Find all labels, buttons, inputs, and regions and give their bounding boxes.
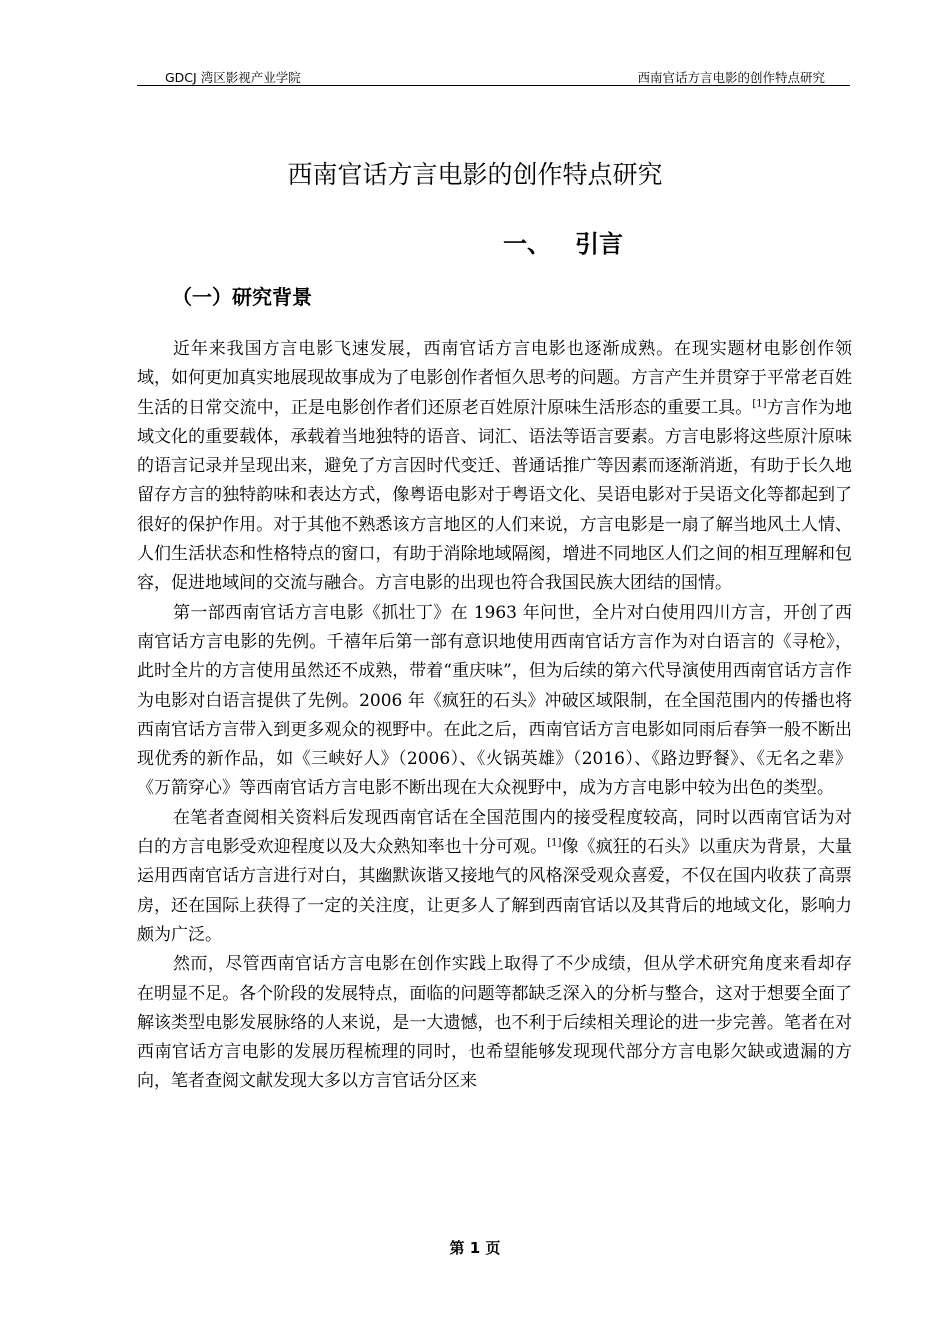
paragraph-4 (137, 950, 852, 1096)
header-rule (137, 85, 850, 86)
paragraph-3 (137, 804, 852, 950)
citation-ref: [1] (752, 397, 767, 409)
paragraph-1-text-a: 近年来我国方言电影飞速发展，西南官话方言电影也逐渐成熟。在现实题材电影创作领域，如何更加真实地展现故事成为了电影创作者恒久思考的问题。方言产生并贯穿于平常老百姓生活的日常交流中，正是电影创作者们还原老百姓原汁原味生活形态的重要工具。 (137, 339, 852, 418)
section-heading (503, 224, 623, 259)
paragraph-1 (137, 335, 852, 599)
section-title: 引言 (575, 230, 623, 258)
page-header (137, 68, 850, 86)
citation-ref: [1] (547, 837, 562, 849)
paragraph-3-text-a: 在笔者查阅相关资料后发现西南官话在全国范围内的接受程度较高，同时以西南官话为对白的方言电影受欢迎程度以及大众熟知率也十分可观。 (137, 807, 852, 858)
paragraph-2 (137, 599, 852, 804)
section-number: 一、 (503, 230, 551, 258)
page-number: 第 1 页 (449, 1239, 501, 1257)
paragraph-2-text: 第一部西南官话方言电影《抓壮丁》在 1963 年问世，全片对白使用四川方言，开创了西南官话方言电影的先例。千禧年后第一部有意识地使用西南官话方言作为对白语言的《寻枪》，此时全片的方言使用虽然还不成熟，带着“重庆味”，但为后续的第六代导演使用西南官话方言作为电影对白语言提供了先例。2006 年《疯狂的石头》冲破区域限制，在全国范围内的传播也将西南官话方言带入到更多观众的视野中。在此之后，西南官话方言电影如同雨后春笋一般不断出现优秀的新作品，如《三峡好人》（2006）、《火锅英雄》（2016）、《路边野餐》、《无名之辈》《万箭穿心》等西南官话方言电影不断出现在大众视野中，成为方言电影中较为出色的类型。 (137, 602, 852, 799)
header-right-text: 西南官话方言电影的创作特点研究 (637, 70, 825, 85)
document-title: 西南官话方言电影的创作特点研究 (287, 160, 663, 189)
subsection-heading: （一）研究背景 (172, 285, 312, 309)
body-text (137, 335, 852, 1097)
paragraph-1-text-b: 方言作为地域文化的重要载体，承载着当地独特的语音、词汇、语法等语言要素。方言电影将这些原汁原味的语言记录并呈现出来，避免了方言因时代变迁、普通话推广等因素而逐渐消逝，有助于长久地留存方言的独特韵味和表达方式，像粤语电影对于粤语文化、吴语电影对于吴语文化等都起到了很好的保护作用。对于其他不熟悉该方言地区的人们来说，方言电影是一扇了解当地风土人情、人们生活状态和性格特点的窗口，有助于消除地域隔阂，增进不同地区人们之间的相互理解和包容，促进地域间的交流与融合。方言电影的出现也符合我国民族大团结的国情。 (137, 397, 853, 594)
paragraph-3-text-b: 像《疯狂的石头》以重庆为背景，大量运用西南官话方言进行对白，其幽默诙谐又接地气的风格深受观众喜爱，不仅在国内收获了高票房，还在国际上获得了一定的关注度，让更多人了解到西南官话以及其背后的地域文化，影响力颇为广泛。 (137, 837, 853, 945)
header-left-text: GDCJ 湾区影视产业学院 (165, 70, 301, 85)
paragraph-4-text: 然而，尽管西南官话方言电影在创作实践上取得了不少成绩，但从学术研究角度来看却存在明显不足。各个阶段的发展特点，面临的问题等都缺乏深入的分析与整合，这对于想要全面了解该类型电影发展脉络的人来说，是一大遗憾，也不利于后续相关理论的进一步完善。笔者在对西南官话方言电影的发展历程梳理的同时，也希望能够发现现代部分方言电影欠缺或遗漏的方向，笔者查阅文献发现大多以方言官话分区来 (137, 954, 852, 1092)
